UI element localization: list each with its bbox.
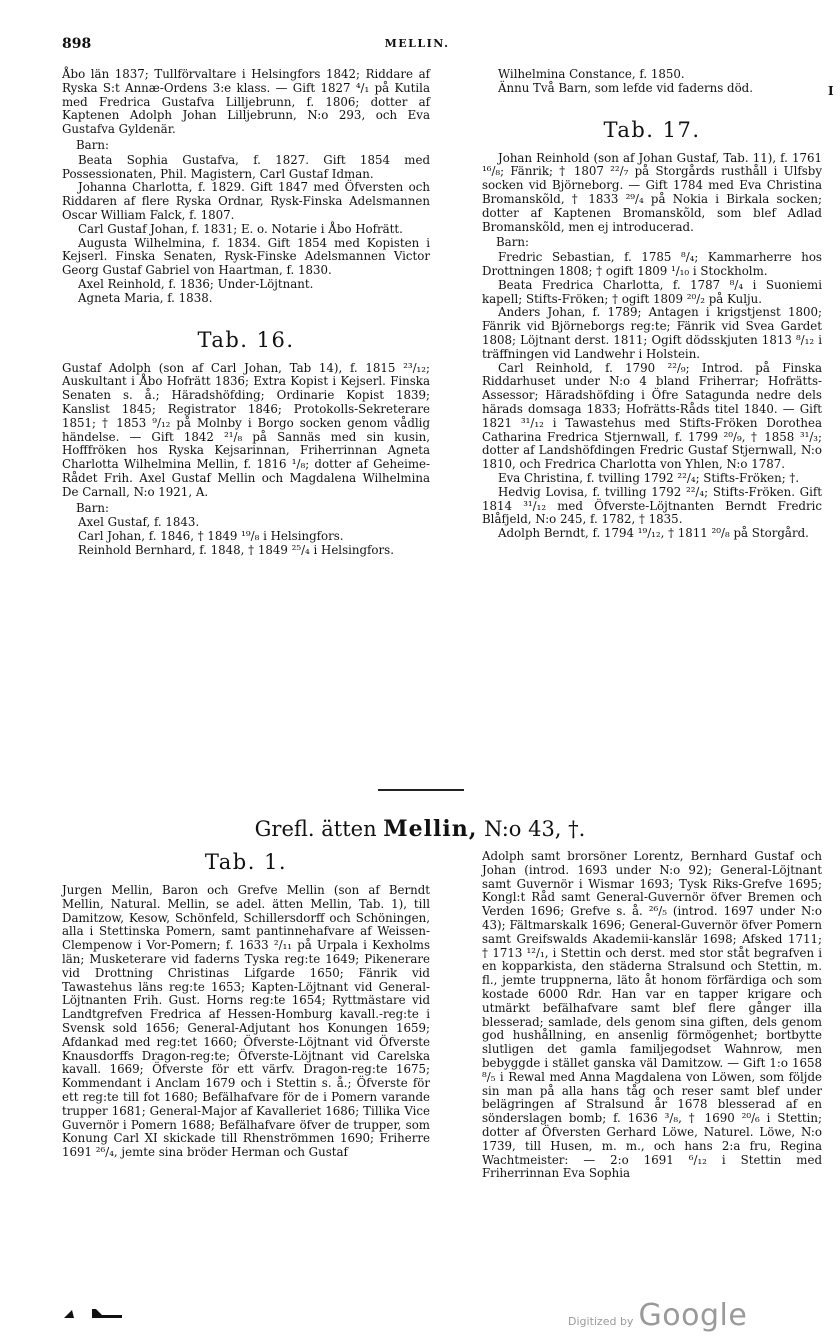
children-label: Barn: — [76, 500, 109, 515]
genealogy-entry: Ännu Två Barn, som lefde vid faderns död. — [498, 80, 753, 95]
genealogy-entry: Beata Sophia Gustafva, f. 1827. Gift 1854 med Possessionaten, Phil. Magistern, Carl Gustaf Idman. — [62, 152, 430, 181]
genealogy-entry: Eva Christina, f. tvilling 1792 ²²/₄; Stifts-Fröken; †. — [498, 470, 800, 485]
margin-mark: I — [828, 84, 834, 98]
genealogy-entry: Jurgen Mellin, Baron och Grefve Mellin (son af Berndt Mellin, Natural. Mellin, se adel. ätten Mellin, Tab. 1), till Damitzow, Kesow, Schönfeld, Schillersdorff och Schöningen, alla i Stettinska Pomern, samt pantinnehafvare af Weissen-Clempenow i Vor-Pomern; f. 1633 ²/₁₁ på Urpala i Kexholms län; Musketerare vid faderns Tyska reg:te 1649; Pikenerare vid Drottning Christinas Lifgarde 1650; Fänrik vid Tawastehus läns reg:te 1653; Kapten-Löjtnant vid General-Löjtnanten Frih. Gust. Horns reg:te 1654; Ryttmästare vid Landtgrefven Fredrica af Hessen-Homburg kavall.-reg:te i Svensk sold 1656; General-Adjutant hos Konungen 1659; Afdankad med reg:tet 1660; Öfverste-Löjtnant vid Öfverste Knausdorffs Dragon-reg:te; Öfverste-Löjtnant vid Carelska kavall. 1669; Öfverste för ett värfv. Dragon-reg:te 1675; Kommendant i Anclam 1679 och i Stettin s. å.; Öfverste för ett reg:te till fot 1680; Befälhafvare för de i Pomern varande trupper 1681; General-Major af Kavalleriet 1686; Tillika Vice Guvernör i Pomern 1688; Befälhafvare öfver de trupper, som Konung Carl XI skickade till Rhenströmmen 1690; Friherre 1691 ²⁶/₄, jemte sina bröder Herman och Gustaf — [62, 883, 430, 1160]
genealogy-entry: Augusta Wilhelmina, f. 1834. Gift 1854 med Kopisten i Kejserl. Finska Senaten, Rysk-Finske Adelsmannen Victor Georg Gustaf Gabriel von Haartman, f. 1830. — [62, 235, 430, 278]
genealogy-entry: Carl Gustaf Johan, f. 1831; E. o. Notarie i Åbo Hofrätt. — [78, 221, 403, 236]
table-heading: Tab. 1. — [204, 850, 288, 874]
section-title-prefix: Grefl. ätten — [254, 817, 377, 841]
right-column-top — [482, 68, 822, 541]
genealogy-entry: Beata Fredrica Charlotta, f. 1787 ⁸/₄ i Suoniemi kapell; Stifts-Fröken; † ogift 1809 ²⁰/₂ på Kulju. — [482, 277, 822, 306]
genealogy-entry: Åbo län 1837; Tullförvaltare i Helsingfors 1842; Riddare af Ryska S:t Annæ-Ordens 3:e klass. — Gift 1827 ⁴/₁ på Kutila med Fredrica Gustafva Lilljebrunn, f. 1806; dotter af Kaptenen Adolph Johan Lilljebrunn, N:o 293, och Eva Gustafva Gyldenär. — [62, 67, 430, 137]
genealogy-entry: Adolph samt brorsöner Lorentz, Bernhard Gustaf och Johan (introd. 1693 under N:o 92); General-Löjtnant samt Guvernör i Wismar 1693; Tysk Riks-Grefve 1695; Kongl:t Råd samt General-Guvernör öfver Bremen och Verden 1696; Grefve s. å. ²⁶/₅ (introd. 1697 under N:o 43); Fältmarskalk 1696; General-Guvernör öfver Pomern samt Greifswalds Akademii-kanslär 1698; Afsked 1711; † 1713 ¹²/₁, i Stettin och derst. med stor ståt begrafven i en kopparkista, den städerna Stralsund och Stettin, m. fl., jemte truppnerna, läto åt honom förfärdiga och som kostade 6000 Rdr. Han var en tapper krigare och utmärkt befälhafvare samt blef flere gånger illa blesserad; samlade, dels genom sina giften, dels genom god hushållning, en ansenlig förmögenhet; bortbytte slutligen det gamla familjegodset Wahnrow, men bebyggde i stället ganska väl Damitzow. — Gift 1:o 1658 ⁸/₅ i Rewal med Anna Magdalena von Löwen, som följde sin man på alla hans tåg och reser samt blef under belägringen af Stralsund år 1678 blesserad af en sönderslagen bomb; f. 1636 ³/₈, † 1690 ²⁰/₆ i Stettin; dotter af Öfversten Gerhard Löwe, Naturel. Löwe, N:o 1739, till Husen, m. m., och hans 2:a fru, Regina Wachtmeister: — 2:o 1691 ⁶/₁₂ i Stettin med Friherrinnan Eva Sophia — [482, 849, 822, 1181]
genealogy-entry: Axel Gustaf, f. 1843. — [78, 515, 200, 530]
section-title-family: Mellin, — [383, 816, 478, 842]
genealogy-entry: Reinhold Bernhard, f. 1848, † 1849 ²⁵/₄ i Helsingfors. — [78, 542, 394, 557]
section-divider — [378, 789, 464, 791]
left-column-top — [62, 68, 430, 558]
section-title — [0, 816, 840, 842]
genealogy-entry: Anders Johan, f. 1789; Antagen i krigstjenst 1800; Fänrik vid Björneborgs reg:te; Fänrik vid Svea Gardet 1808; Löjtnant derst. 1811; Ogift dödsskjuten 1813 ⁸/₁₂ i träffningen vid Landwehr i Holstein. — [482, 305, 822, 361]
genealogy-entry: Hedvig Lovisa, f. tvilling 1792 ²²/₄; Stifts-Fröken. Gift 1814 ³¹/₁₂ med Öfverste-Löjtnanten Berndt Fredric Blåfjeld, N:o 245, f. 1782, † 1835. — [482, 484, 822, 527]
running-header — [62, 36, 772, 56]
page-number: 898 — [62, 36, 92, 52]
running-title: MELLIN. — [384, 37, 450, 50]
genealogy-entry: Axel Reinhold, f. 1836; Under-Löjtnant. — [78, 276, 314, 291]
genealogy-entry: Wilhelmina Constance, f. 1850. — [498, 67, 685, 81]
genealogy-entry: Carl Johan, f. 1846, † 1849 ¹⁹/₈ i Helsingfors. — [78, 529, 344, 544]
section-title-suffix: N:o 43, †. — [484, 817, 586, 841]
right-column-bottom — [482, 850, 822, 1181]
table-heading: Tab. 16. — [197, 327, 295, 352]
google-logo-text: Google — [638, 1298, 748, 1333]
genealogy-entry: Johan Reinhold (son af Johan Gustaf, Tab. 11), f. 1761 ¹⁶/₈; Fänrik; † 1807 ²²/₇ på Storgårds rusthåll i Ulfsby socken vid Björneborg. — Gift 1784 med Eva Christina Bromanskõld, † 1833 ²⁹/₄ på Nokia i Birkala socken; dotter af Kaptenen Bromanskõld, som blef Adlad Bromanskõld, men ej introducerad. — [482, 150, 822, 234]
digitized-label: Digitized by — [568, 1315, 634, 1328]
genealogy-entry: Fredric Sebastian, f. 1785 ⁸/₄; Kammarherre hos Drottningen 1808; † ogift 1809 ¹/₁₀ i Stockholm. — [482, 250, 822, 278]
left-column-bottom — [62, 850, 430, 1160]
genealogy-entry: Gustaf Adolph (son af Carl Johan, Tab 14), f. 1815 ²³/₁₂; Auskultant i Åbo Hofrätt 1836; Extra Kopist i Kejserl. Finska Senaten s. å.; Häradshöfding; Ordinarie Kopist 1839; Kanslist 1845; Registrator 1846; Protokolls-Sekreterare 1851; † 1853 ⁹/₁₂ på Molnby i Borgo socken genom vådlig händelse. — Gift 1842 ²¹/₈ på Sannäs med sin kusin, Hofffröken hos Ryska Kejsarinnan, Friherrinnan Agneta Charlotta Wilhelmina Mellin, f. 1816 ¹/₈; dotter af Geheime-Rådet Frih. Axel Gustaf Mellin och Magdalena Wilhelmina De Carnall, N:o 1921, A. — [62, 360, 430, 499]
table-heading: Tab. 17. — [603, 117, 701, 142]
printers-ornament — [62, 1306, 148, 1320]
children-label: Barn: — [76, 137, 109, 152]
genealogy-entry: Adolph Berndt, f. 1794 ¹⁹/₁₂, † 1811 ²⁰/₈ på Storgård. — [498, 526, 809, 541]
genealogy-entry: Johanna Charlotta, f. 1829. Gift 1847 med Öfversten och Riddaren af flere Ryska Ordnar, Rysk-Finska Adelsmannen Oscar William Falck, f. 1807. — [62, 180, 430, 222]
children-label: Barn: — [496, 235, 529, 250]
digitized-watermark — [568, 1298, 747, 1333]
genealogy-entry: Agneta Maria, f. 1838. — [78, 290, 213, 305]
genealogy-entry: Carl Reinhold, f. 1790 ²²/₉; Introd. på Finska Riddarhuset under N:o 4 bland Friherrar; Hofrätts-Assessor; Häradshöfding i Öfre Satagunda nedre dels härads domsaga 1833; Hofrätts-Råds titel 1840. — Gift 1821 ³¹/₁₂ i Tawastehus med Stifts-Fröken Dorothea Catharina Fredrica Stjernwall, f. 1799 ²⁰/₉, † 1858 ³¹/₃; dotter af Landshöfdingen Fredric Gustaf Stjernwall, N:o 1810, och Fredrica Charlotta von Yhlen, N:o 1787. — [482, 360, 822, 472]
